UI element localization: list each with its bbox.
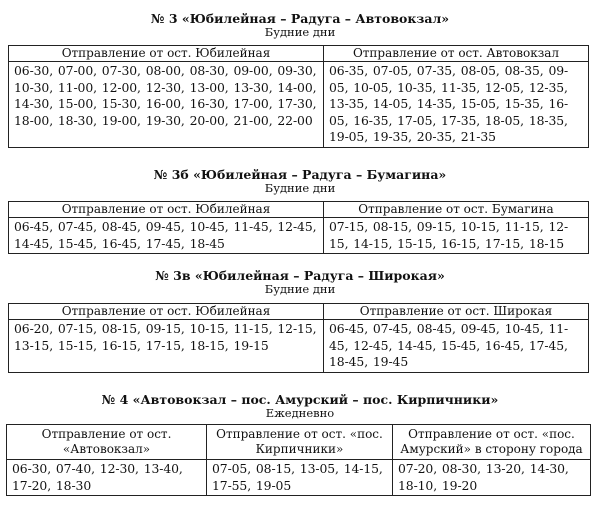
departure-times: 06-45, 07-45, 08-45, 09-45, 10-45, 11-45, 12-45, 14-45, 15-45, 16-45, 17-45, 18-45 — [9, 218, 324, 254]
schedule-type: Будние дни — [264, 181, 336, 195]
departure-times: 06-45, 07-45, 08-45, 09-45, 10-45, 11-45, 12-45, 14-45, 15-45, 16-45, 17-45, 18-45, 19-45 — [324, 320, 589, 373]
column-header: Отправление от ост. «пос. Амурский» в сторону города — [393, 425, 591, 460]
column-header: Отправление от ост. Юбилейная — [9, 46, 324, 62]
route-3v-table — [8, 303, 589, 373]
route-3-heading — [0, 12, 600, 38]
route-title: № 3в «Юбилейная – Радуга – Широкая» — [155, 268, 445, 283]
route-3b-heading — [0, 168, 600, 194]
column-header: Отправление от ост. Широкая — [324, 304, 589, 320]
column-header: Отправление от ост. «Автовокзал» — [7, 425, 207, 460]
route-title: № 4 «Автовокзал – пос. Амурский – пос. Кирпичники» — [101, 392, 499, 407]
column-header: Отправление от ост. Юбилейная — [9, 202, 324, 218]
column-header: Отправление от ост. Бумагина — [324, 202, 589, 218]
route-title: № 3 «Юбилейная – Радуга – Автовокзал» — [150, 11, 450, 26]
departure-times: 06-30, 07-40, 12-30, 13-40, 17-20, 18-30 — [7, 460, 207, 496]
route-4-table — [6, 424, 591, 496]
departure-times: 06-30, 07-00, 07-30, 08-00, 08-30, 09-00, 09-30, 10-30, 11-00, 12-00, 12-30, 13-00, 13-30, 14-00, 14-30, 15-00, 15-30, 16-00, 16-30, 17-00, 17-30, 18-00, 18-30, 19-00, 19-30, 20-00, 21-00, 22-00 — [9, 62, 324, 148]
route-3b-table — [8, 201, 589, 254]
route-4-heading — [0, 393, 600, 419]
schedule-type: Будние дни — [264, 25, 336, 39]
departure-times: 07-20, 08-30, 13-20, 14-30, 18-10, 19-20 — [393, 460, 591, 496]
route-3v-heading — [0, 269, 600, 295]
departure-times: 06-35, 07-05, 07-35, 08-05, 08-35, 09-05, 10-05, 10-35, 11-35, 12-05, 12-35, 13-35, 14-05, 14-35, 15-05, 15-35, 16-05, 16-35, 17-05, 17-35, 18-05, 18-35, 19-05, 19-35, 20-35, 21-35 — [324, 62, 589, 148]
route-3-table — [8, 45, 589, 148]
route-title: № 3б «Юбилейная – Радуга – Бумагина» — [153, 167, 447, 182]
departure-times: 06-20, 07-15, 08-15, 09-15, 10-15, 11-15, 12-15, 13-15, 15-15, 16-15, 17-15, 18-15, 19-15 — [9, 320, 324, 373]
schedule-type: Будние дни — [264, 282, 336, 296]
column-header: Отправление от ост. Юбилейная — [9, 304, 324, 320]
column-header: Отправление от ост. «пос. Кирпичники» — [207, 425, 393, 460]
column-header: Отправление от ост. Автовокзал — [324, 46, 589, 62]
schedule-type: Ежедневно — [265, 406, 335, 420]
departure-times: 07-15, 08-15, 09-15, 10-15, 11-15, 12-15, 14-15, 15-15, 16-15, 17-15, 18-15 — [324, 218, 589, 254]
departure-times: 07-05, 08-15, 13-05, 14-15, 17-55, 19-05 — [207, 460, 393, 496]
